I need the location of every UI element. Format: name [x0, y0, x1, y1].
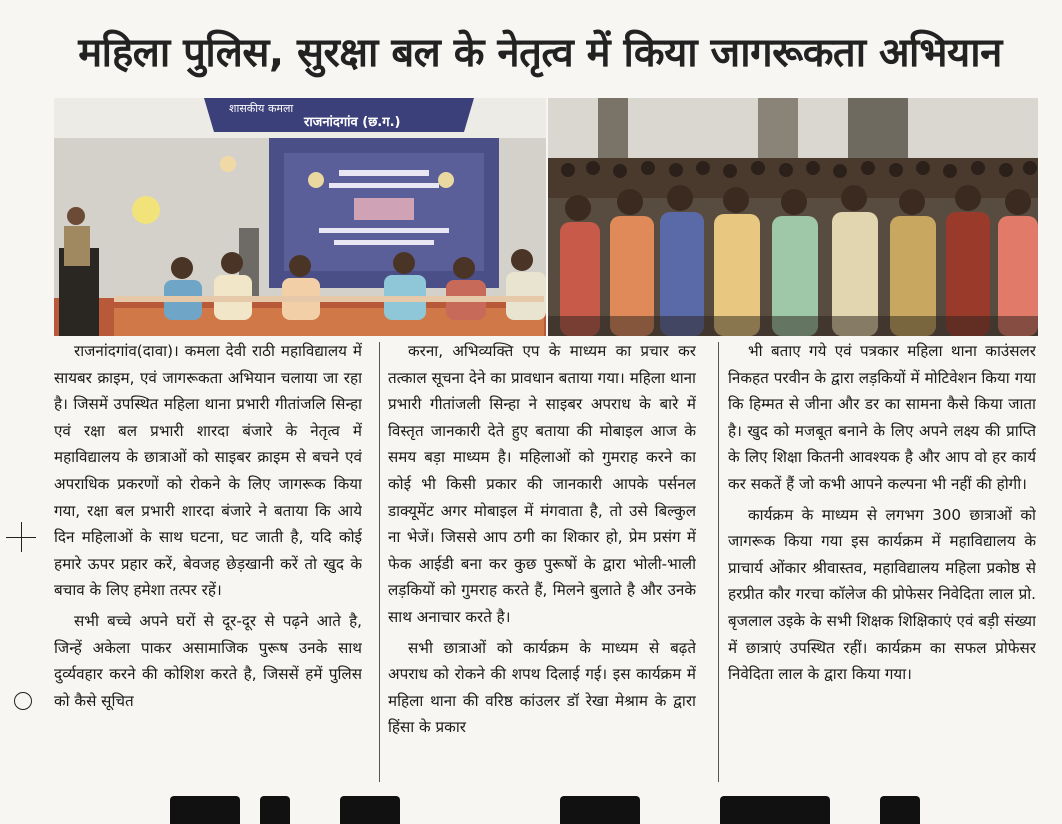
- registration-circle-icon: [14, 692, 32, 710]
- next-article-headline-fragment: [120, 790, 1020, 824]
- paragraph: सभी बच्चे अपने घरों से दूर-दूर से पढ़ने आते है, जिन्हें अकेला पाकर असामाजिक पुरूष उनके साथ दुर्व्यवहार करने की कोशिश करते है, जिससें हमें पुलिस को कैसे सूचित: [54, 611, 362, 710]
- article-column-3: [728, 338, 1036, 788]
- photo-stage-guests: [54, 98, 546, 336]
- paragraph: कार्यक्रम के माध्यम से लगभग 300 छात्राओं को जागरूक किया गया इस कार्यक्रम में महाविद्यालय के प्राचार्य ओंकार श्रीवास्तव, महाविद्यालय महिला प्रकोष्ठ से हरप्रीत कौर गरचा कॉलेज की प्रोफेसर निवेदिता लाल प्रो. बृजलाल उइके के सभी शिक्षक शिक्षिकाएं एवं बड़ी संख्या में छात्राएं उपस्थित रहीं। कार्यक्रम का सफल प्रोफेसर निवेदिता लाल के द्वारा किया गया।: [728, 505, 1036, 684]
- paragraph: भी बताए गये एवं पत्रकार महिला थाना काउंसलर निकहत परवीन के द्वारा लड़कियों में मोटिवेशन किया गया कि हिम्मत से जीना और डर का सामना कैसे किया जाता है। खुद को मजबूत बनाने के लिए अपने लक्ष्य की प्राप्ति के लिए शिक्षा कितनी आवश्यक है और आप वो हर कार्य कर सकतें हैं जो कभी आपने कल्पना भी नहीं की होगी।: [728, 342, 1036, 493]
- paragraph: राजनांदगांव(दावा)। कमला देवी राठी महाविद्यालय में सायबर क्राइम, एवं जागरूकता अभियान चलाया जा रहा है। जिसमें उपस्थित महिला थाना प्रभारी गीतांजलि सिन्हा एवं रक्षा बल प्रभारी शारदा बंजारे के नेतृत्व में महाविद्यालय के छात्राओं को साइबर क्राइम से बचने एवं अपराधिक प्रकरणों को रोकने के लिए जागरूक किया गया, रक्षा बल प्रभारी शारदा बंजारे ने बताया कि आये दिन महिलाओं के साथ घटना, घट जाती है, यदि कोई हमारे ऊपर प्रहार करें, बेवजह छेड़खानी करें तो खुद के बचाव के लिए हमेशा तत्पर रहें।: [54, 342, 362, 600]
- photo-audience: [548, 98, 1038, 336]
- paragraph: सभी छात्राओं को कार्यक्रम के माध्यम से बढ़ते अपराध को रोकने की शपथ दिलाई गई। इस कार्यक्रम में महिला थाना की वरिष्ठ कांउलर डॉ रेखा मेश्राम के द्वारा हिंसा के प्रकार: [388, 638, 696, 737]
- article-column-1: [54, 338, 362, 788]
- article-column-2: [388, 338, 696, 788]
- headline: महिला पुलिस, सुरक्षा बल के नेतृत्व में किया जागरूकता अभियान: [78, 30, 1002, 76]
- banner-text-1: शासकीय कमला: [229, 102, 294, 115]
- crop-mark-icon: [21, 522, 22, 552]
- banner-text-2: राजनांदगांव (छ.ग.): [304, 115, 401, 130]
- article-body: [54, 338, 1044, 788]
- paragraph: करना, अभिव्यक्ति एप के माध्यम का प्रचार कर तत्काल सूचना देने का प्रावधान बताया गया। महिला थाना प्रभारी गीतांजली सिन्हा ने साइबर अपराध के बारे में विस्तृत जानकारी देते हुए बताया की मोबाइल आज के समय बड़ा माध्यम है। महिलाओं को गुमराह करने का कोई भी किसी प्रकार की जानकारी आपके पर्सनल डाक्यूमेंट अगर मोबाइल में मंगवाता है, तो उसे बिल्कुल ना भेजें। जिससे आप ठगी का शिकार हो, प्रेम प्रसंग में फेक आईडी बना कर कुछ पुरूषों के द्वारा भोली-भाली लड़कियों को गुमराह करते हैं, मिलने बुलाते है और उनके साथ अनाचार करते है।: [388, 342, 696, 626]
